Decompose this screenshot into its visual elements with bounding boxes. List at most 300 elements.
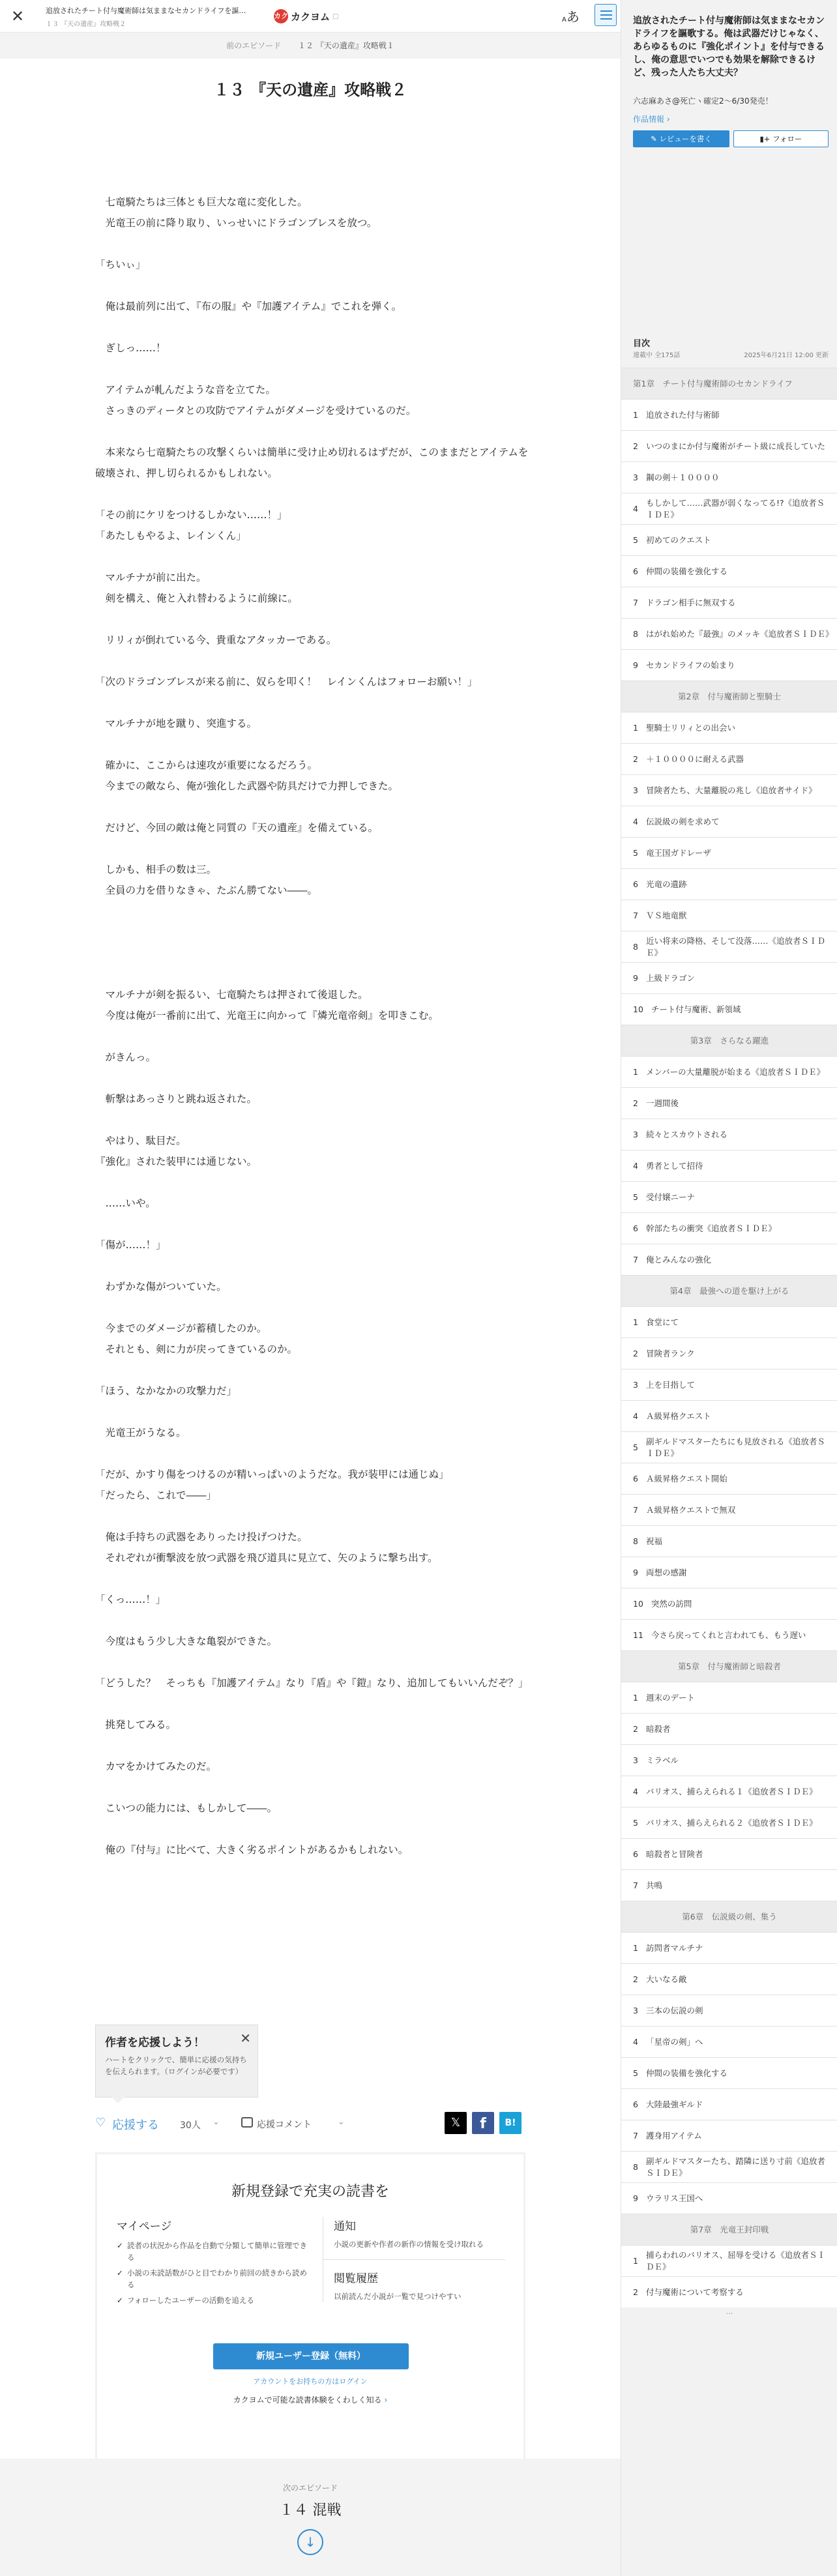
body-line: それぞれが衝撃波を放つ武器を飛び道具に見立て、矢のように撃ち出す。 — [95, 1552, 438, 1564]
toc-episode-number: 1 — [633, 1692, 638, 1703]
toc-episode-number: 10 — [633, 1004, 643, 1014]
signup-card — [95, 2152, 525, 2465]
toc-episode-number: 11 — [633, 1630, 643, 1640]
toc-episode[interactable] — [621, 649, 837, 681]
toc-episode[interactable] — [621, 2120, 837, 2151]
mypage-feature: ✓ 小説の未読話数がひと目でわかり前回の続きから読める — [117, 2267, 312, 2291]
notify-column — [323, 2217, 505, 2302]
toc-episode[interactable] — [621, 1619, 837, 1650]
toc-episode[interactable] — [621, 430, 837, 461]
body-line: 俺は最前列に出て、『布の服』や『加護アイテム』でこれを弾く。 — [95, 300, 402, 312]
body-line: 「だったら、これで――」 — [95, 1489, 217, 1501]
side-panel — [621, 0, 837, 2576]
body-line — [95, 1026, 532, 1047]
toc-episode-number: 4 — [633, 1160, 638, 1171]
body-line — [95, 922, 532, 943]
toc-episode-title: 暗殺者と冒険者 — [645, 1849, 703, 1859]
toc-episode[interactable] — [621, 1338, 837, 1369]
toc-episode[interactable] — [621, 1995, 837, 2026]
kakuyomu-logo[interactable] — [274, 8, 338, 25]
toc-episode[interactable] — [621, 2151, 837, 2182]
notify-text: 小説の更新や作者の新作の情報を受け取れる — [334, 2240, 484, 2249]
toc-count: 連載中 全175話 — [633, 352, 681, 359]
toc-episode[interactable] — [621, 931, 837, 962]
logo-text: カクヨム — [291, 10, 330, 23]
toc-episode-number: 4 — [633, 503, 638, 514]
toc-episode-title: 仲間の装備を強化する — [645, 566, 727, 576]
toc-episode-number: 1 — [633, 1942, 638, 1953]
body-line — [95, 838, 532, 859]
body-line — [95, 1568, 532, 1589]
chevron-down-icon[interactable]: ⌄ — [213, 2117, 220, 2127]
toc-episode-number: 3 — [633, 1129, 638, 1139]
popup-tail — [111, 2097, 125, 2103]
toc-episode-title: 食堂にて — [645, 1317, 679, 1327]
toc-chapter: 第4章 最強への道を駆け上がる — [621, 1275, 837, 1306]
body-line — [95, 1610, 532, 1631]
toc-episode-title: 続々とスカウトされる — [645, 1129, 727, 1139]
toc-episode[interactable] — [621, 1400, 837, 1431]
toc-episode-title: いつのまにか付与魔術がチート級に成長していた — [645, 441, 825, 451]
toc-chapter: 第7章 光竜王封印戦 — [621, 2214, 837, 2245]
toc-episode-title: はがれ始めた『最強』のメッキ《追放者ＳＩＤＥ》 — [645, 628, 834, 639]
body-line: 「その前にケリをつけるしかない……！」 — [95, 509, 287, 521]
divider — [323, 2259, 505, 2260]
toc-episode-title: 「星帝の剣」へ — [645, 2036, 703, 2047]
toc-episode[interactable] — [621, 1306, 837, 1338]
toc-episode-number: 8 — [633, 2161, 638, 2172]
toc-episode-number: 9 — [633, 973, 638, 983]
toc-episode-number: 5 — [633, 1817, 638, 1828]
toc-episode-title: メンバーの大量離脱が始まる《追放者ＳＩＤＥ》 — [645, 1066, 825, 1077]
body-line: 「ちいぃ」 — [95, 259, 146, 271]
body-line — [95, 359, 532, 379]
body-line — [95, 1652, 532, 1673]
toc-episode-number: 5 — [633, 1442, 638, 1452]
toc-episode[interactable] — [621, 1181, 837, 1212]
toc-episode[interactable] — [621, 806, 837, 837]
toc-episode-number: 3 — [633, 472, 638, 482]
toc-episode-number: 3 — [633, 785, 638, 795]
body-line — [95, 797, 532, 817]
close-icon[interactable]: ✕ — [10, 7, 25, 25]
support-button[interactable]: 応援する — [112, 2118, 159, 2132]
body-line: 本来なら七竜騎たちの攻撃くらいは簡単に受け止め切れるはずだが、このままだとアイテムを破壊され、押し切られるかもしれない。 — [95, 446, 529, 479]
body-line: 光竜王の前に降り取り、いっせいにドラゴンブレスを放つ。 — [95, 217, 377, 229]
toc-episode[interactable] — [621, 461, 837, 493]
toc-episode[interactable] — [621, 1776, 837, 1807]
toc-episode-title: バリオス、捕らえられる２《追放者ＳＩＤＥ》 — [645, 1817, 817, 1828]
toc-episode-title: チート付与魔術、新領域 — [651, 1004, 741, 1014]
toc-episode[interactable] — [621, 2026, 837, 2057]
toc-episode-number: 7 — [633, 2130, 638, 2141]
register-button[interactable]: 新規ユーザー登録（無料） — [213, 2343, 409, 2369]
toc-episode-number: 6 — [633, 1849, 638, 1859]
toc-episode-title: 週末のデート — [645, 1692, 695, 1703]
toc-episode[interactable] — [621, 524, 837, 555]
body-line — [95, 484, 532, 505]
body-line: 「あたしもやるよ、レインくん」 — [95, 530, 246, 542]
toc-episode-title: 共鳴 — [645, 1880, 662, 1890]
toc-episode[interactable] — [621, 900, 837, 931]
support-comment-button[interactable]: 応援コメント — [257, 2120, 312, 2130]
toc-episode-number: 3 — [633, 1755, 638, 1765]
toc-episode-title: 捕らわれのバリオス、屈辱を受ける《追放者ＳＩＤＥ》 — [645, 2249, 826, 2272]
body-line: 俺の『付与』に比べて、大きく劣るポイントがあるかもしれない。 — [95, 1844, 409, 1856]
toc-episode-number: 2 — [633, 1348, 638, 1358]
toc-episode-number: 5 — [633, 847, 638, 858]
toc-episode-number: 1 — [633, 1317, 638, 1327]
toc-episode-number: 3 — [633, 1379, 638, 1390]
body-line — [95, 421, 532, 442]
episode-body — [95, 150, 532, 1860]
toc-episode-title: 大いなる敵 — [645, 1974, 687, 1984]
body-line — [95, 692, 532, 713]
support-popup — [95, 2025, 258, 2098]
signup-title: 新規登録で充実の読書を — [231, 2184, 389, 2200]
toc-episode-number: 6 — [633, 1223, 638, 1233]
toc-episode-title: Ａ級昇格クエストで無双 — [645, 1504, 736, 1515]
popup-title: 作者を応援しよう！ — [105, 2036, 205, 2049]
toc-episode[interactable] — [621, 1713, 837, 1744]
body-line: 「だが、かすり傷をつけるのが精いっぱいのようだな。我が装甲には通じぬ」 — [95, 1469, 449, 1480]
body-line: それとも、剣に力が戻ってきているのか。 — [95, 1343, 298, 1355]
toc-episode-title: 護身用アイテム — [645, 2130, 702, 2141]
toc-episode[interactable] — [621, 1588, 837, 1619]
body-line — [95, 1109, 532, 1130]
toc-episode-title: 光竜の遺跡 — [645, 879, 687, 889]
font-settings-button[interactable] — [562, 7, 580, 25]
toc-episode-title: 竜王国ガドレーザ — [645, 847, 711, 858]
toc-episode-title: 祝福 — [645, 1536, 662, 1546]
arrow-down-icon[interactable]: ↓ — [297, 2529, 323, 2555]
toc-updated: 2025年6月21日 12:00 更新 — [744, 352, 829, 359]
toc-episode-number: 2 — [633, 1098, 638, 1108]
body-line — [95, 609, 532, 630]
toc-episode[interactable] — [621, 868, 837, 900]
toc-episode-title: 仲間の装備を強化する — [645, 2068, 727, 2078]
body-line: やはり、駄目だ。 — [95, 1135, 186, 1147]
body-line — [95, 317, 532, 338]
share-x-icon[interactable]: 𝕏 — [445, 2112, 467, 2134]
next-episode-title[interactable]: １４ 混戦 — [279, 2502, 342, 2519]
body-line: 剣を構え、俺と入れ替わるように前線に。 — [95, 593, 298, 604]
body-line: ……いや。 — [95, 1197, 156, 1209]
toc-chapter: 第5章 付与魔術師と暗殺者 — [621, 1650, 837, 1682]
history-title: 閲覧履歴 — [334, 2272, 378, 2285]
toc-episode[interactable] — [621, 1463, 837, 1494]
toc-episode-number: 2 — [633, 754, 638, 764]
body-line: 「どうした？ そっちも『加護アイテム』なり『盾』や『鎧』なり、追加してもいいんだぞ？」 — [95, 1677, 529, 1689]
toc-meta — [633, 349, 829, 359]
toc-episode[interactable] — [621, 1869, 837, 1901]
toc-episode-number: 4 — [633, 2036, 638, 2047]
toc-episode-title: Ａ級昇格クエスト開始 — [645, 1473, 727, 1484]
toc-episode-title: 幹部たちの衝突《追放者ＳＩＤＥ》 — [645, 1223, 776, 1233]
login-link[interactable]: アカウントをお持ちの方はログイン — [253, 2377, 368, 2386]
toc-episode-title: ウラリス王国へ — [645, 2193, 703, 2203]
body-line: リリィが倒れている今、貴重なアタッカーである。 — [95, 634, 337, 646]
toc-episode[interactable] — [621, 2057, 837, 2088]
toc-episode[interactable] — [621, 399, 837, 430]
pencil-icon: ✎ — [651, 134, 660, 143]
mypage-column — [117, 2217, 312, 2310]
toc-episode-title: 俺とみんなの強化 — [645, 1254, 711, 1265]
toc-episode-title: 突然の訪問 — [651, 1598, 692, 1609]
body-line — [95, 901, 532, 922]
toc-episode-number: 5 — [633, 534, 638, 545]
table-of-contents — [621, 368, 837, 2320]
toc-episode-number: 2 — [633, 1723, 638, 1734]
body-line — [95, 943, 532, 963]
toc-label: 目次 — [633, 339, 651, 349]
body-line: しかも、相手の数は三。 — [95, 864, 217, 875]
header-titles — [46, 5, 267, 28]
toc-episode[interactable] — [621, 1744, 837, 1776]
toc-episode-title: 追放された付与術師 — [645, 409, 720, 420]
toc-episode-title: 三本の伝説の剣 — [645, 2005, 703, 2015]
toc-episode[interactable] — [621, 1369, 837, 1400]
body-line: 俺は手持ちの武器をありったけ投げつけた。 — [95, 1531, 308, 1543]
toc-episode-number: 2 — [633, 2287, 638, 2297]
toc-episode[interactable] — [621, 493, 837, 524]
toc-episode[interactable] — [621, 2182, 837, 2214]
body-line — [95, 1172, 532, 1193]
toc-episode[interactable] — [621, 1431, 837, 1463]
toc-episode[interactable] — [621, 962, 837, 993]
toc-episode-number: 2 — [633, 1974, 638, 1984]
share-hatena-icon[interactable]: B! — [499, 2112, 521, 2134]
toc-episode-title: Ａ級昇格クエスト — [645, 1411, 711, 1421]
chevron-right-icon: › — [666, 115, 670, 124]
toc-episode[interactable] — [621, 618, 837, 649]
toc-episode[interactable] — [621, 1212, 837, 1244]
body-line — [95, 171, 532, 192]
body-line — [95, 1506, 532, 1527]
logo-mark-icon: カク — [274, 9, 288, 23]
toc-episode-title: 両想の感謝 — [645, 1567, 687, 1577]
toc-episode-number: 1 — [633, 409, 638, 420]
body-line — [95, 150, 532, 171]
toc-episode[interactable] — [621, 1963, 837, 1995]
share-facebook-icon[interactable]: f — [472, 2112, 494, 2134]
body-line — [95, 1214, 532, 1235]
toc-episode[interactable] — [621, 1244, 837, 1275]
chevron-down-icon[interactable]: ⌄ — [338, 2117, 345, 2127]
toc-episode-number: 8 — [633, 941, 638, 952]
toc-episode-title: 近い将来の降格、そして没落……《追放者ＳＩＤＥ》 — [645, 935, 825, 958]
body-line: ぎしっ……！ — [95, 342, 166, 354]
toc-episode[interactable] — [621, 1056, 837, 1087]
comment-icon[interactable] — [241, 2117, 253, 2128]
toc-episode-number: 6 — [633, 2099, 638, 2109]
body-line: 今までのダメージが蓄積したのか。 — [95, 1323, 267, 1334]
notify-title: 通知 — [334, 2220, 356, 2233]
toc-episode-title: 上を目指して — [645, 1379, 695, 1390]
toc-episode-number: 7 — [633, 1504, 638, 1515]
logo-beta-icon: □ — [332, 12, 339, 20]
toc-episode[interactable] — [621, 837, 837, 868]
toc-episode-number: 8 — [633, 1536, 638, 1546]
toc-episode[interactable] — [621, 743, 837, 774]
body-line: 全員の力を借りなきゃ、たぶん勝てない――。 — [95, 885, 318, 896]
body-line — [95, 546, 532, 567]
toc-episode[interactable] — [621, 1932, 837, 1963]
toc-episode-title: 訪問者マルチナ — [645, 1942, 703, 1953]
mypage-feature: ✓ フォローしたユーザーの活動を追える — [117, 2294, 312, 2306]
follow-label: フォロー — [772, 134, 802, 143]
toc-episode-title: セカンドライフの始まり — [645, 660, 735, 670]
toc-episode[interactable] — [621, 1150, 837, 1181]
toc-episode-number: 3 — [633, 2005, 638, 2015]
toc-episode-number: 5 — [633, 1192, 638, 1202]
body-line — [95, 963, 532, 984]
toc-episode-number: 1 — [633, 1066, 638, 1077]
body-line: 『強化』された装甲には通じない。 — [95, 1156, 257, 1167]
body-line — [95, 651, 532, 671]
font-prefix: A — [562, 16, 566, 23]
toc-episode-number: 10 — [633, 1598, 643, 1609]
toc-episode-number: 6 — [633, 566, 638, 576]
toc-episode-title: 受付嬢ニーナ — [645, 1192, 695, 1202]
body-line — [95, 1297, 532, 1318]
learn-more-text: カクヨムで可能な読書体験をくわしく知る — [233, 2395, 382, 2405]
toc-episode-number: 9 — [633, 2193, 638, 2203]
toc-menu-icon[interactable] — [595, 4, 617, 26]
body-line — [95, 1819, 532, 1839]
body-line: マルチナが剣を振るい、七竜騎たちは押されて後退した。 — [95, 989, 368, 1001]
toc-episode-number: 6 — [633, 879, 638, 889]
header-work-title[interactable]: 追放されたチート付与魔術師は気ままなセカンドライフを謳… — [46, 7, 246, 15]
body-line: マルチナが前に出た。 — [95, 572, 207, 583]
close-icon[interactable]: ✕ — [240, 2030, 251, 2046]
side-work-title[interactable]: 追放されたチート付与魔術師は気ままなセカンドライフを謳歌する。俺は武器だけじゃなく、あらゆるものに『強化ポイント』を付与できるし、俺の意思でいつでも効果を解除できるけど、残った人たち大丈夫？ — [633, 16, 825, 78]
toc-episode[interactable] — [621, 2245, 837, 2276]
toc-chapter: 第1章 チート付与魔術師のセカンドライフ — [621, 368, 837, 399]
toc-episode[interactable] — [621, 1838, 837, 1869]
body-line — [95, 734, 532, 755]
support-row — [95, 2112, 525, 2135]
body-line — [95, 1777, 532, 1798]
next-episode-label: 次のエピソード — [282, 2483, 338, 2493]
body-line: だけど、今回の敵は俺と同質の『天の遺産』を備えている。 — [95, 822, 379, 834]
toc-episode-title: 伝説級の剣を求めて — [645, 816, 720, 827]
toc-episode[interactable] — [621, 2088, 837, 2120]
body-line: 今度はもう少し大きな亀裂ができた。 — [95, 1635, 278, 1647]
mypage-title: マイページ — [117, 2220, 172, 2233]
toc-episode-title: 付与魔術について考察する — [645, 2287, 744, 2297]
body-line: アイテムが軋んだような音を立てた。 — [95, 384, 276, 396]
heart-icon[interactable]: ♡ — [95, 2116, 106, 2130]
toc-episode[interactable] — [621, 1119, 837, 1150]
toc-episode-number: 1 — [633, 722, 638, 733]
prev-episode-title[interactable]: １２ 『天の遺産』攻略戦１ — [298, 41, 394, 50]
toc-episode[interactable] — [621, 1682, 837, 1713]
toc-episode[interactable] — [621, 587, 837, 618]
toc-episode-title: 暗殺者 — [645, 1723, 671, 1734]
chevron-right-icon: › — [384, 2395, 388, 2405]
toc-episode[interactable] — [621, 712, 837, 743]
history-text: 以前読んだ小説が一覧で見つけやすい — [334, 2292, 462, 2301]
toc-episode-number: 7 — [633, 1254, 638, 1265]
body-line — [95, 1255, 532, 1276]
write-review-label: レビューを書く — [659, 134, 712, 143]
body-line: 「傷が……！」 — [95, 1239, 166, 1251]
toc-episode-number: 6 — [633, 1473, 638, 1484]
toc-episode-title: 上級ドラゴン — [645, 973, 695, 983]
toc-episode-title: バリオス、捕らえられる１《追放者ＳＩＤＥ》 — [645, 1786, 817, 1796]
toc-episode-number: 4 — [633, 1786, 638, 1796]
toc-episode[interactable] — [621, 1807, 837, 1838]
work-info-text: 作品情報 — [633, 115, 665, 124]
body-line — [95, 233, 532, 254]
bookmark-icon: ▮+ — [759, 134, 773, 143]
body-line — [95, 275, 532, 296]
toc-episode-title: 初めてのクエスト — [645, 534, 711, 545]
next-episode-area[interactable] — [0, 2459, 621, 2576]
toc-episode-title: ＶＳ地竜獣 — [645, 910, 687, 920]
toc-episode-number: 5 — [633, 2068, 638, 2078]
body-line: 「ほう、なかなかの攻撃力だ」 — [95, 1385, 237, 1397]
prev-episode-bar[interactable] — [0, 33, 621, 59]
toc-episode-number: 7 — [633, 910, 638, 920]
body-line: 今までの敵なら、俺が強化した武器や防具だけで力押しできた。 — [95, 780, 399, 792]
follow-button[interactable] — [733, 130, 829, 147]
body-line — [95, 1360, 532, 1381]
work-info-link[interactable] — [633, 113, 670, 124]
toc-episode-title: 一週間後 — [645, 1098, 679, 1108]
popup-text: ハートをクリックで、簡単に応援の気持ちを伝えられます。（ログインが必要です） — [105, 2055, 247, 2076]
body-line — [95, 1693, 532, 1714]
body-line — [95, 1401, 532, 1422]
toc-episode-title: 副ギルドマスターたちにも見放される《追放者ＳＩＤＥ》 — [645, 1436, 825, 1458]
body-line: さっきのディータとの攻防でアイテムがダメージを受けているのだ。 — [95, 405, 417, 417]
toc-episode[interactable] — [621, 1087, 837, 1119]
toc-episode-number: 1 — [633, 2255, 638, 2266]
body-line: 挑発してみる。 — [95, 1719, 177, 1731]
toc-chapter: 第3章 さらなる躍進 — [621, 1025, 837, 1056]
toc-episode[interactable] — [621, 1557, 837, 1588]
toc-episode[interactable] — [621, 993, 837, 1025]
body-line: 「くっ……！」 — [95, 1594, 166, 1605]
body-line: 「次のドラゴンブレスが来る前に、奴らを叩く！ レインくんはフォローお願い！」 — [95, 676, 478, 688]
learn-more-link[interactable] — [97, 2394, 523, 2405]
toc-chapter: 第6章 伝説級の剣、集う — [621, 1901, 837, 1932]
support-count[interactable]: 30人 — [180, 2120, 201, 2131]
write-review-button[interactable] — [633, 130, 729, 147]
toc-episode[interactable] — [621, 555, 837, 587]
toc-episode-title: 勇者として招待 — [645, 1160, 703, 1171]
toc-episode-number: 4 — [633, 1411, 638, 1421]
toc-episode-title: 鋼の剣＋１００００ — [645, 472, 720, 482]
toc-episode[interactable] — [621, 2276, 837, 2307]
body-line — [95, 1068, 532, 1089]
toc-episode-number: 9 — [633, 1567, 638, 1577]
toc-episode-title: 今さら戻ってくれと言われても、もう遅い — [651, 1630, 806, 1640]
toc-episode[interactable] — [621, 1525, 837, 1557]
toc-episode-number: 9 — [633, 660, 638, 670]
body-line — [95, 1443, 532, 1464]
body-line: 確かに、ここからは速攻が重要になるだろう。 — [95, 759, 318, 771]
font-glyph: あ — [566, 9, 580, 25]
toc-episode-number: 2 — [633, 441, 638, 451]
body-line: わずかな傷がついていた。 — [95, 1281, 227, 1293]
toc-episode[interactable] — [621, 1494, 837, 1525]
toc-episode-title: ドラゴン相手に無双する — [645, 597, 736, 607]
episode-title: １３ 『天の遺産』攻略戦２ — [213, 80, 407, 99]
side-author[interactable]: 六志麻あさ@死亡ヽ確定2～6/30発売！ — [633, 96, 773, 106]
toc-episode[interactable] — [621, 774, 837, 806]
